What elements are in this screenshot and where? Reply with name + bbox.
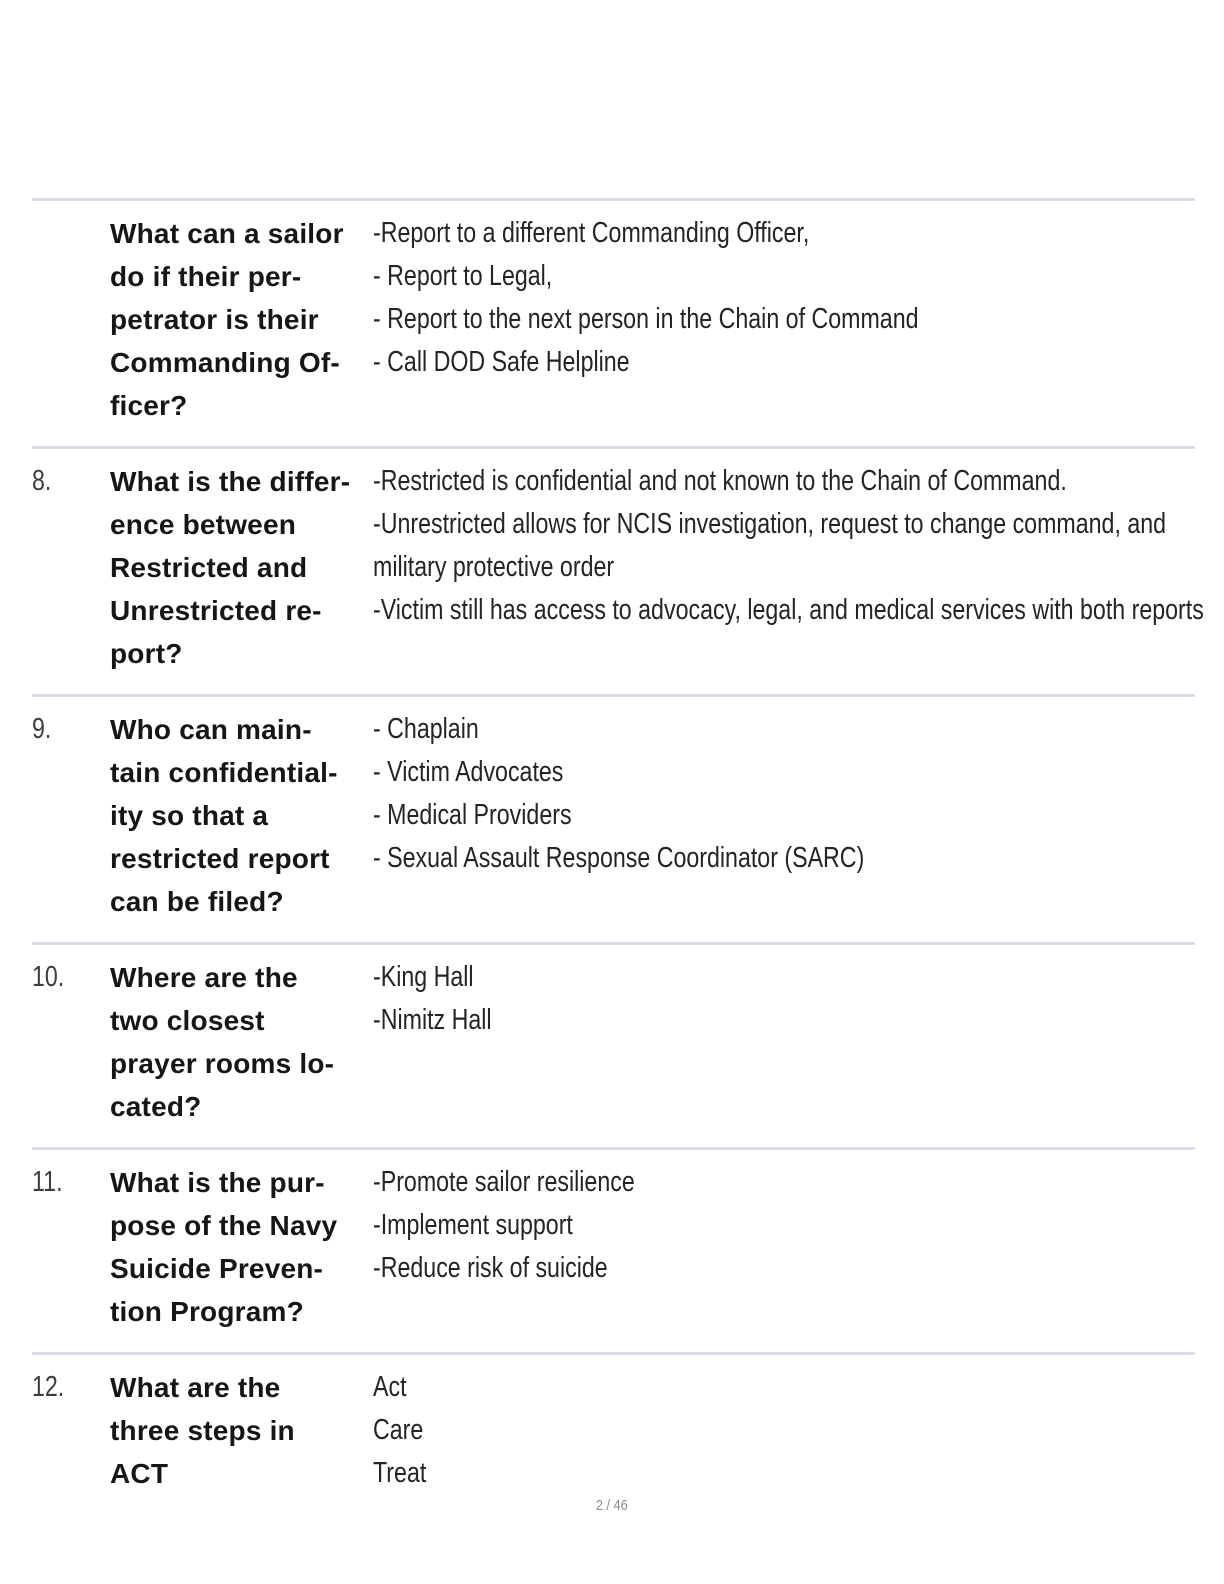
question-line: What is the differ- — [110, 466, 351, 497]
question-line: Who can main- — [110, 714, 312, 745]
question-line: prayer rooms lo- — [110, 1048, 335, 1079]
answer-line: -King Hall — [373, 961, 474, 993]
answer-line: -Nimitz Hall — [373, 1004, 492, 1036]
qa-table — [32, 198, 1204, 1514]
question-line: What is the pur- — [110, 1167, 325, 1198]
question-line: ence between — [110, 509, 297, 540]
answer-text — [373, 1161, 1195, 1333]
answer-line: -Unrestricted allows for NCIS investigation, request to change command, and — [373, 508, 1167, 540]
question-text — [110, 1161, 373, 1333]
answer-line: Care — [373, 1414, 424, 1446]
question-line: tion Program? — [110, 1296, 304, 1327]
answer-line: -Report to a different Commanding Officer, — [373, 217, 810, 249]
answer-text — [373, 212, 1195, 427]
question-line: petrator is their — [110, 304, 319, 335]
page-number-text: 2 / 46 — [596, 1497, 628, 1514]
question-text — [110, 212, 373, 427]
answer-line: - Report to Legal, — [373, 260, 553, 292]
answer-text — [373, 708, 1195, 923]
question-line: What are the — [110, 1372, 281, 1403]
answer-line: - Call DOD Safe Helpline — [373, 346, 630, 378]
answer-line: military protective order — [373, 551, 615, 583]
question-line: Where are the — [110, 962, 298, 993]
answer-line: Treat — [373, 1457, 427, 1489]
qa-row-12 — [32, 1352, 1195, 1514]
question-line: pose of the Navy — [110, 1210, 338, 1241]
answer-line: -Restricted is confidential and not known to the Chain of Command. — [373, 465, 1067, 497]
question-line: two closest — [110, 1005, 265, 1036]
answer-line: Act — [373, 1371, 407, 1403]
answer-line: -Promote sailor resilience — [373, 1166, 635, 1198]
question-line: tain confidential- — [110, 757, 338, 788]
question-line: Commanding Of- — [110, 347, 340, 378]
question-number: 12. — [32, 1371, 65, 1403]
question-text — [110, 956, 373, 1128]
question-line: Suicide Preven- — [110, 1253, 324, 1284]
question-line: can be filed? — [110, 886, 284, 917]
question-line: Unrestricted re- — [110, 595, 322, 626]
qa-row-7-continued — [32, 198, 1195, 446]
question-number — [32, 212, 94, 427]
qa-row-9 — [32, 694, 1195, 942]
question-line: ity so that a — [110, 800, 269, 831]
question-line: ficer? — [110, 390, 188, 421]
qa-row-11 — [32, 1147, 1195, 1352]
answer-line: - Medical Providers — [373, 799, 572, 831]
question-number: 8. — [32, 465, 52, 497]
answer-line: - Victim Advocates — [373, 756, 564, 788]
question-line: Restricted and — [110, 552, 308, 583]
page-number — [0, 1496, 1224, 1516]
qa-row-8 — [32, 446, 1204, 694]
question-text — [110, 708, 373, 923]
answer-line: - Sexual Assault Response Coordinator (SARC) — [373, 842, 865, 874]
answer-line: -Victim still has access to advocacy, legal, and medical services with both reports — [373, 594, 1204, 626]
question-line: What can a sailor — [110, 218, 344, 249]
question-line: cated? — [110, 1091, 202, 1122]
answer-text — [373, 460, 1224, 675]
question-number: 9. — [32, 713, 52, 745]
answer-text — [373, 956, 1195, 1128]
question-number: 11. — [32, 1166, 63, 1198]
answer-text — [373, 1366, 1195, 1495]
question-line: three steps in — [110, 1415, 295, 1446]
answer-line: - Report to the next person in the Chain of Command — [373, 303, 919, 335]
question-line: ACT — [110, 1458, 169, 1489]
question-number: 10. — [32, 961, 65, 993]
question-text — [110, 460, 373, 675]
answer-line: -Reduce risk of suicide — [373, 1252, 608, 1284]
qa-row-10 — [32, 942, 1195, 1147]
question-line: port? — [110, 638, 183, 669]
answer-line: -Implement support — [373, 1209, 573, 1241]
question-line: do if their per- — [110, 261, 302, 292]
question-line: restricted report — [110, 843, 330, 874]
answer-line: - Chaplain — [373, 713, 479, 745]
question-text — [110, 1366, 373, 1495]
